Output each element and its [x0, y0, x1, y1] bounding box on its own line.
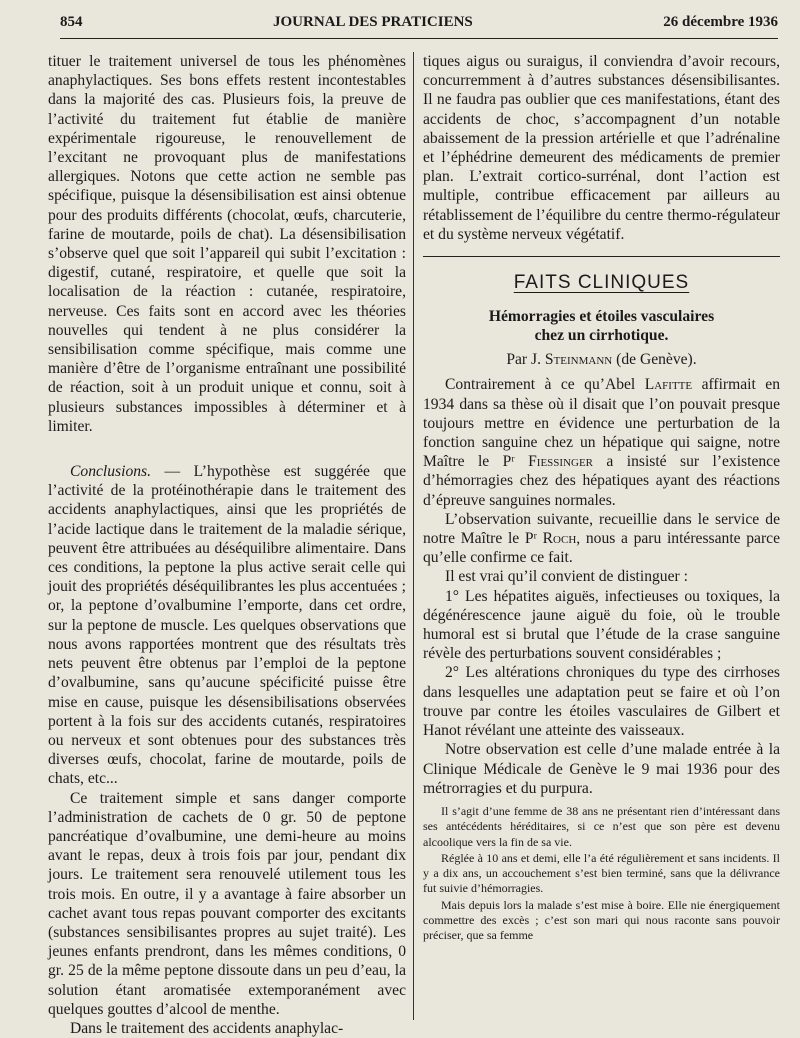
- paragraph: Notre observation est celle d’une malade entrée à la Clinique Médicale de Genève le 9 mai 1936 pour des métrorragies et du purpura.: [423, 741, 780, 797]
- right-column: [423, 52, 780, 945]
- section-heading: FAITS CLINIQUES: [513, 272, 690, 294]
- paragraph: Dans le traitement des accidents anaphylac-: [70, 1019, 344, 1037]
- paragraph: L’observation suivante, recueillie dans le service de notre Maître le Pʳ Roch, nous a paru intéressante parce qu’elle confirme ce fait.: [423, 510, 781, 567]
- conclusions-paragraph: Conclusions. — L’hypothèse est suggérée que l’activité de la protéinothérapie dans le traitement des accidents anaphylactiques, ainsi que les propriétés de l’acide lactique dans le traitement de la maladie sérique, peuvent être attribuées au déséquilibre alimentaire. Dans ces conditions, la peptone la plus active serait celle qui jouit des propriétés déséquilibrantes les plus accentuées ; or, la peptone d’ovalbumine l’emporte, dans cet ordre, sur la peptone de muscle. Les quelques observations que nous avons rapportées montrent que des résultats très nets peuvent être obtenus par l’emploi de la peptone d’ovalbumine, sans qu’aucune spécificité puisse être mise en cause, puisque les désensibilisations observées portent à la fois sur des accidents cutanés, respiratoires ou nerveux et sont obtenues pour des substances très diverses œufs, chocolat, farine de moutarde, poils de chats, etc...: [48, 463, 406, 788]
- case-paragraph: Mais depuis lors la malade s’est mise à boire. Elle nie énergiquement commettre des excès ; c’est son mari qui nous raconte sans pouvoir préciser, que sa femme: [423, 897, 780, 943]
- left-column: [48, 52, 406, 1038]
- article-title: Hémorragies et étoiles vasculaires chez un cirrhotique.: [488, 308, 715, 344]
- paragraph: tiques aigus ou suraigus, il conviendra d’avoir recours, concurremment à d’autres substances désensibilisantes. Il ne faudra pas oublier que ces manifestations, étant des accidents de choc, s’accompagnent d’un notable abaissement de la pression artérielle et que l’adrénaline et l’éphédrine demeurent des médicaments de premier plan. L’extrait cortico-surrénal, dont l’action est multiple, contribue efficacement par ailleurs au rétablissement de l’équilibre du centre thermo-régulateur et du système nerveux végétatif.: [423, 53, 780, 243]
- conclusions-label: Conclusions.: [70, 463, 152, 481]
- case-report: [423, 804, 780, 944]
- article-author: Par J. Steinmann (de Genève).: [506, 351, 697, 369]
- page-number: 854: [60, 14, 83, 30]
- paragraph: tituer le traitement universel de tous les phénomènes anaphylactiques. Ses bons effets restent incontestables dans la majorité des cas. Plusieurs fois, la preuve de l’activité du traitement fut établie de manière expérimentale rigoureuse, le renouvellement de l’excitant ne provoquant plus de manifestations allergiques. Notons que cette action ne semble pas spécifique, puisque la désensibilisation est ainsi obtenue pour des produits différents (chocolat, œufs, charcuterie, farine de moutarde, poils de chat). La désensibilisation s’observe quel que soit l’appareil qui subit l’excitation : digestif, cutané, respiratoire, et quelle que soit la localisation de la réaction : cutanée, respiratoire, nerveuse. Ces faits sont en accord avec les théories nouvelles qui tendent à ne plus considérer la sensibilisation comme spécifique, mais comme une manière d’être de l’organisme entraînant une possibilité de réaction, soit à un produit unique et connu, soit à plusieurs substances impossibles à déterminer et à limiter.: [48, 53, 406, 435]
- column-divider: [413, 52, 414, 1020]
- paragraph: Contrairement à ce qu’Abel Lafitte affirmait en 1934 dans sa thèse où il disait que l’on pouvait presque toujours mettre en évidence une perturbation de la fonction sanguine chez un hépatique qui saigne, notre Maître le Pʳ Fiessinger a insisté sur l’existence d’hémorragies chez des hépatiques ayant des réactions d’épreuve sanguines normales.: [423, 376, 781, 509]
- issue-date: 26 décembre 1936: [663, 14, 778, 30]
- paragraph: 2° Les altérations chroniques du type des cirrhoses dans lesquelles une adaptation peut se faire et où l’on trouve par contre les étoiles vasculaires de Gilbert et Hanot révélant une atteinte des vaisseaux.: [423, 664, 780, 740]
- paragraph: Il est vrai qu’il convient de distinguer :: [445, 568, 688, 586]
- running-header: [60, 14, 778, 39]
- section-rule: [423, 256, 780, 257]
- case-paragraph: Il s’agit d’une femme de 38 ans ne présentant rien d’intéressant dans ses antécédents héréditaires, si ce n’est que son père est devenu alcoolique vers la fin de sa vie.: [423, 803, 780, 849]
- paragraph: Ce traitement simple et sans danger comporte l’administration de cachets de 0 gr. 50 de peptone pancréatique d’ovalbumine, une demi-heure au moins avant le repas, deux à trois fois par jour, pendant dix jours. Le traitement sera renouvelé utilement tous les trois mois. En outre, il y a avantage à faire absorber un cachet avant tous repas pouvant comporter des excitants (substances sensibilisantes propres au sujet traité). Les jeunes enfants prendront, dans les mêmes conditions, 0 gr. 25 de la même peptone dissoute dans un peu d’eau, la solution étant aromatisée extemporanément avec quelques gouttes d’alcool de menthe.: [48, 789, 406, 1018]
- journal-title: JOURNAL DES PRATICIENS: [273, 14, 473, 30]
- paragraph: 1° Les hépatites aiguës, infectieuses ou toxiques, la dégénérescence jaune aiguë du foie, où le trouble humoral est si brutal que l’étude de la crase sanguine révèle des perturbations souvent considérables ;: [423, 587, 780, 663]
- case-paragraph: Réglée à 10 ans et demi, elle l’a été régulièrement et sans incidents. Il y a dix ans, un accouchement s’est bien terminé, sans que la délivrance fut suivie d’hémorragies.: [423, 850, 780, 896]
